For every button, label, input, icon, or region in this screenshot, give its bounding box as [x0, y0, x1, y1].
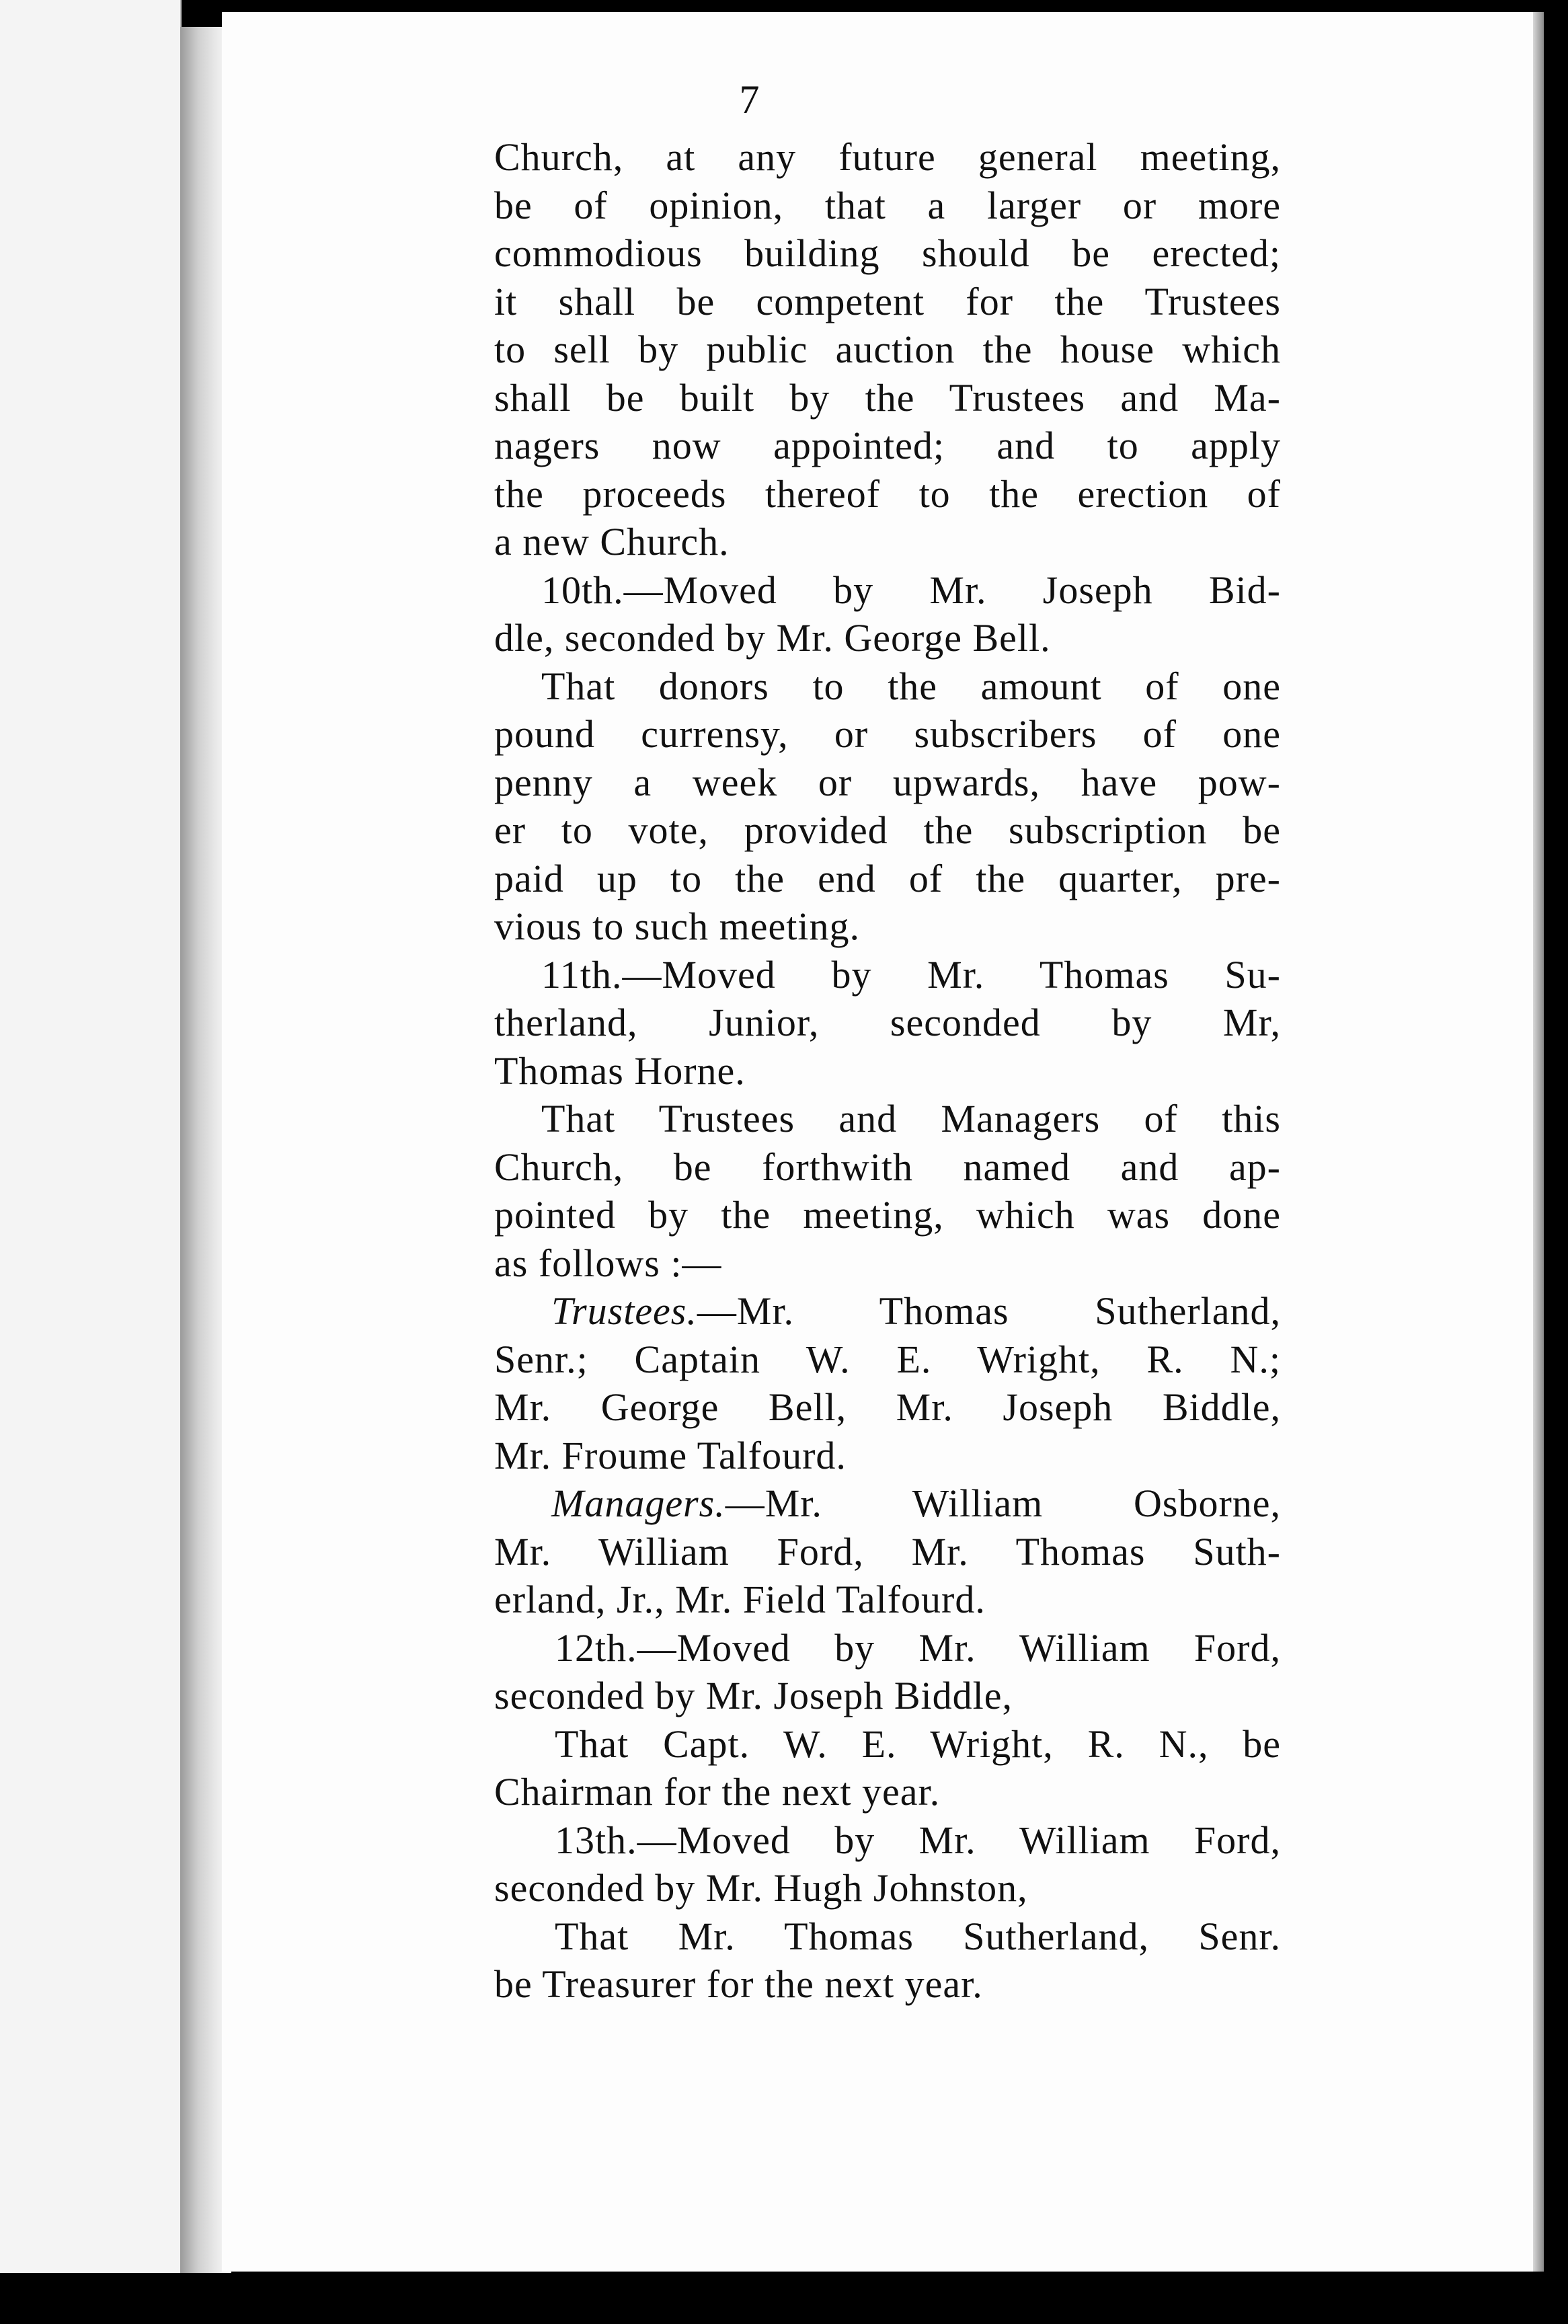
- trustees-heading: Trustees.: [551, 1289, 697, 1333]
- text-line: therland, Junior, seconded by Mr,: [494, 1001, 1281, 1044]
- text-line: paid up to the end of the quarter, pre-: [494, 856, 1281, 900]
- text-line: pointed by the meeting, which was done: [494, 1193, 1281, 1237]
- paragraph-treasurer: [494, 1912, 1281, 2009]
- paragraph-motion-13th: [494, 1816, 1281, 1912]
- text-line: 12th.—Moved by Mr. William Ford,: [555, 1625, 1281, 1670]
- text-line: Mr. William Ford, Mr. Thomas Suth-: [494, 1529, 1281, 1574]
- text-line: shall be built by the Trustees and Ma-: [494, 375, 1281, 420]
- text-line: 11th.—Moved by Mr. Thomas Su-: [541, 952, 1281, 997]
- text-line: Church, be forthwith named and ap-: [494, 1145, 1281, 1189]
- text-line: Mr. Froume Talfourd.: [494, 1433, 847, 1477]
- text-line: erland, Jr., Mr. Field Talfourd.: [494, 1578, 986, 1621]
- paragraph-managers-list: [494, 1479, 1281, 1624]
- text-line: pound currensy, or subscribers of one: [494, 712, 1281, 756]
- text-line: as follows :—: [494, 1241, 722, 1285]
- text-line: Thomas Horne.: [494, 1048, 746, 1093]
- text-fragment: —Mr. Thomas Sutherland,: [697, 1289, 1281, 1333]
- text-line: a new Church.: [494, 520, 730, 564]
- text-line: er to vote, provided the subscription be: [494, 808, 1281, 852]
- text-line: be of opinion, that a larger or more: [494, 183, 1281, 227]
- paragraph-motion-11th: [494, 951, 1281, 1095]
- text-line: commodious building should be erected;: [494, 231, 1281, 275]
- text-line: Chairman for the next year.: [494, 1770, 941, 1814]
- page-number: 7: [739, 77, 760, 122]
- paragraph-trustees-managers: [494, 1095, 1281, 1287]
- text-line: Mr. George Bell, Mr. Joseph Biddle,: [494, 1385, 1281, 1429]
- paragraph-trustees-list: [494, 1287, 1281, 1479]
- text-line: seconded by Mr. Hugh Johnston,: [494, 1866, 1028, 1910]
- text-line: [494, 1287, 1281, 1335]
- text-line: 13th.—Moved by Mr. William Ford,: [555, 1818, 1281, 1862]
- text-line: That Capt. W. E. Wright, R. N., be: [555, 1721, 1281, 1766]
- text-line: Church, at any future general meeting,: [494, 135, 1281, 179]
- paragraph-motion-10th: [494, 566, 1281, 662]
- text-line: the proceeds thereof to the erection of: [494, 471, 1281, 516]
- facing-page-edge: [0, 0, 182, 2273]
- text-line: [494, 1479, 1281, 1528]
- text-line: be Treasurer for the next year.: [494, 1962, 983, 2006]
- text-line: penny a week or upwards, have pow-: [494, 760, 1281, 804]
- paragraph-chairman: [494, 1720, 1281, 1816]
- text-line: nagers now appointed; and to apply: [494, 424, 1281, 467]
- text-line: That Trustees and Managers of this: [541, 1097, 1281, 1140]
- text-line: 10th.—Moved by Mr. Joseph Bid-: [541, 568, 1281, 612]
- page-text-block: [494, 79, 1281, 2009]
- text-line: Senr.; Captain W. E. Wright, R. N.;: [494, 1337, 1281, 1381]
- text-line: vious to such meeting.: [494, 904, 860, 948]
- text-line: That donors to the amount of one: [541, 664, 1281, 708]
- text-line: it shall be competent for the Trustees: [494, 279, 1281, 323]
- text-line: seconded by Mr. Joseph Biddle,: [494, 1674, 1013, 1717]
- text-line: dle, seconded by Mr. George Bell.: [494, 616, 1051, 660]
- paragraph-voting-rule: [494, 662, 1281, 951]
- text-fragment: —Mr. William Osborne,: [725, 1481, 1281, 1525]
- paragraph-motion-12th: [494, 1624, 1281, 1720]
- book-page: [222, 12, 1533, 2272]
- text-line: to sell by public auction the house which: [494, 327, 1281, 371]
- text-line: That Mr. Thomas Sutherland, Senr.: [555, 1914, 1281, 1958]
- managers-heading: Managers.: [551, 1481, 726, 1525]
- page-right-edge: [1533, 12, 1544, 2272]
- paragraph-resolution-9-continued: [494, 133, 1281, 566]
